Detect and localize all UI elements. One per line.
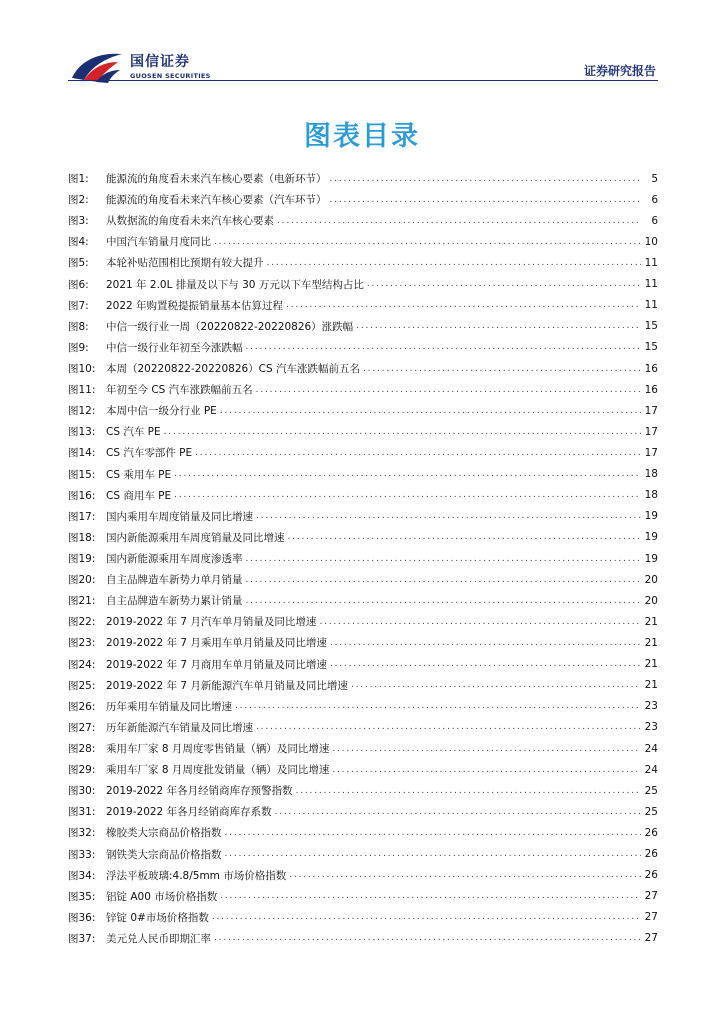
toc-entry-page-number[interactable]: 23 xyxy=(644,700,658,713)
toc-entry-label: 图11: xyxy=(68,384,96,397)
toc-entry[interactable] xyxy=(68,844,658,865)
toc-dot-leader xyxy=(214,237,641,247)
toc-entry-title[interactable]: 历年乘用车销量及同比增速 xyxy=(106,700,232,713)
toc-entry[interactable] xyxy=(68,358,658,379)
toc-entry[interactable] xyxy=(68,590,658,611)
toc-entry-title[interactable]: 浮法平板玻璃:4.8/5mm 市场价格指数 xyxy=(106,869,287,882)
toc-entry-label: 图7: xyxy=(68,299,89,312)
toc-entry-label: 图12: xyxy=(68,405,96,418)
toc-entry-title[interactable]: 年初至今 CS 汽车涨跌幅前五名 xyxy=(106,384,253,397)
toc-entry-title[interactable]: 本轮补贴范围相比预期有较大提升 xyxy=(106,257,264,270)
toc-dot-leader xyxy=(286,300,641,310)
logo-chinese-text: 国信证券 xyxy=(130,54,190,70)
toc-entry-title[interactable]: 中信一级行业一周（20220822-20220826）涨跌幅 xyxy=(106,320,354,333)
toc-entry[interactable] xyxy=(68,379,658,400)
toc-entry-title[interactable]: 能源流的角度看未来汽车核心要素（汽车环节） xyxy=(106,194,327,207)
toc-entry-page-number[interactable]: 23 xyxy=(644,721,658,734)
toc-entry-page-number[interactable]: 19 xyxy=(644,531,658,544)
toc-entry-label: 图27: xyxy=(68,721,96,734)
toc-entry-page-number[interactable]: 24 xyxy=(644,763,658,776)
company-logo xyxy=(70,50,210,84)
toc-entry-title[interactable]: 钢铁类大宗商品价格指数 xyxy=(106,848,222,861)
toc-entry-page-number[interactable]: 6 xyxy=(651,214,658,227)
toc-entry-title[interactable]: 中信一级行业年初至今涨跌幅 xyxy=(106,341,243,354)
toc-entry-label: 图33: xyxy=(68,848,96,861)
toc-entry-page-number[interactable]: 21 xyxy=(644,615,658,628)
toc-entry[interactable] xyxy=(68,274,658,295)
header-divider xyxy=(68,80,658,81)
toc-entry-title[interactable]: 2019-2022 年各月经销商库存系数 xyxy=(106,806,272,819)
toc-dot-leader xyxy=(289,870,641,880)
toc-entry-page-number[interactable]: 19 xyxy=(644,552,658,565)
toc-entry-label: 图2: xyxy=(68,194,89,207)
toc-entry-page-number[interactable]: 16 xyxy=(644,362,658,375)
toc-entry[interactable] xyxy=(68,696,658,717)
toc-entry[interactable] xyxy=(68,506,658,527)
toc-entry-label: 图16: xyxy=(68,489,96,502)
toc-entry-label: 图4: xyxy=(68,236,89,249)
toc-dot-leader xyxy=(225,828,642,838)
toc-dot-leader xyxy=(220,406,641,416)
toc-entry-label: 图25: xyxy=(68,679,96,692)
toc-entry-label: 图26: xyxy=(68,700,96,713)
toc-entry[interactable] xyxy=(68,316,658,337)
toc-entry-label: 图24: xyxy=(68,658,96,671)
toc-entry-page-number[interactable]: 5 xyxy=(651,172,658,185)
toc-entry-title[interactable]: 本周中信一级分行业 PE xyxy=(106,405,217,418)
toc-entry-label: 图6: xyxy=(68,278,89,291)
guosen-logo-icon xyxy=(70,50,126,84)
toc-entry-title[interactable]: 2019-2022 年 7 月新能源汽车单月销量及同比增速 xyxy=(106,679,348,692)
toc-entry[interactable] xyxy=(68,886,658,907)
toc-entry-label: 图23: xyxy=(68,637,96,650)
toc-entry-label: 图28: xyxy=(68,743,96,755)
toc-entry-label: 图29: xyxy=(68,764,96,777)
document-type: 证券研究报告 xyxy=(583,64,656,78)
toc-entry-page-number[interactable]: 11 xyxy=(644,278,658,291)
toc-entry-page-number[interactable]: 16 xyxy=(644,383,658,396)
toc-entry-page-number[interactable]: 11 xyxy=(644,256,658,269)
toc-dot-leader xyxy=(246,342,642,352)
toc-entry-page-number[interactable]: 6 xyxy=(651,193,658,206)
toc-entry-page-number[interactable]: 26 xyxy=(644,869,658,882)
toc-entry-label: 图18: xyxy=(68,531,96,544)
toc-dot-leader xyxy=(246,575,642,585)
toc-entry-label: 图17: xyxy=(68,510,96,523)
toc-dot-leader xyxy=(363,364,641,374)
toc-entry-title[interactable]: 历年新能源汽车销量及同比增速 xyxy=(106,721,253,734)
toc-entry[interactable] xyxy=(68,780,658,801)
toc-dot-leader xyxy=(351,680,641,690)
toc-entry-title[interactable]: 乘用车厂家 8 月周度批发销量（辆）及同比增速 xyxy=(106,764,330,777)
toc-dot-leader xyxy=(267,258,642,268)
toc-dot-leader xyxy=(164,427,641,437)
toc-entry-title[interactable]: 国内新能源乘用车周度渗透率 xyxy=(106,553,243,566)
toc-entry-page-number[interactable]: 27 xyxy=(644,932,658,945)
toc-entry-label: 图5: xyxy=(68,257,89,270)
toc-entry-label: 图32: xyxy=(68,827,96,840)
toc-entry-label: 图34: xyxy=(68,869,96,882)
toc-entry-page-number[interactable]: 11 xyxy=(644,299,658,312)
toc-entry[interactable] xyxy=(68,569,658,590)
toc-entry[interactable] xyxy=(68,865,658,886)
toc-dot-leader xyxy=(246,554,642,564)
toc-entry-title[interactable]: 自主品牌造车新势力单月销量 xyxy=(106,574,243,587)
toc-dot-leader xyxy=(256,385,641,395)
toc-entry[interactable] xyxy=(68,527,658,548)
toc-entry[interactable] xyxy=(68,337,658,358)
toc-dot-leader xyxy=(246,596,642,606)
toc-entry[interactable] xyxy=(68,801,658,822)
toc-dot-leader xyxy=(330,659,641,669)
toc-entry[interactable] xyxy=(68,928,658,949)
toc-entry-label: 图10: xyxy=(68,363,96,376)
toc-dot-leader xyxy=(275,807,641,817)
toc-entry-label: 图36: xyxy=(68,911,96,924)
toc-entry-title[interactable]: 2019-2022 年 7 月商用车单月销量及同比增速 xyxy=(106,658,327,671)
toc-dot-leader xyxy=(296,786,641,796)
toc-dot-leader xyxy=(332,744,641,754)
toc-entry-title[interactable]: 国内乘用车周度销量及同比增速 xyxy=(106,510,253,523)
toc-entry-title[interactable]: 从数据流的角度看未来汽车核心要素 xyxy=(106,215,274,228)
toc-entry[interactable] xyxy=(68,611,658,632)
toc-entry-title[interactable]: 2019-2022 年各月经销商库存预警指数 xyxy=(106,785,293,798)
toc-dot-leader xyxy=(256,722,641,732)
toc-entry-title[interactable]: CS 汽车 PE xyxy=(106,426,161,439)
toc-entry-title[interactable]: 美元兑人民币即期汇率 xyxy=(106,932,211,945)
toc-entry-label: 图13: xyxy=(68,426,96,439)
toc-entry[interactable] xyxy=(68,907,658,928)
toc-entry-title[interactable]: 铝锭 A00 市场价格指数 xyxy=(106,890,218,903)
toc-dot-leader xyxy=(212,912,641,922)
toc-entry-label: 图9: xyxy=(68,341,89,354)
toc-entry-page-number[interactable]: 21 xyxy=(644,679,658,692)
toc-entry[interactable] xyxy=(68,548,658,569)
toc-entry-page-number[interactable]: 25 xyxy=(644,805,658,818)
toc-entry-page-number[interactable]: 18 xyxy=(644,468,658,481)
toc-entry-label: 图22: xyxy=(68,616,96,629)
toc-entry-title[interactable]: CS 商用车 PE xyxy=(106,489,172,502)
toc-entry[interactable] xyxy=(68,295,658,316)
toc-entry[interactable] xyxy=(68,717,658,738)
toc-entry-page-number[interactable]: 17 xyxy=(644,446,658,459)
toc-entry-page-number[interactable]: 26 xyxy=(644,826,658,839)
toc-entry[interactable] xyxy=(68,675,658,696)
toc-entry-label: 图1: xyxy=(68,173,89,186)
toc-entry-title[interactable]: 自主品牌造车新势力累计销量 xyxy=(106,595,243,608)
toc-entry[interactable] xyxy=(68,759,658,780)
toc-entry-label: 图31: xyxy=(68,806,96,819)
toc-dot-leader xyxy=(332,765,641,775)
toc-dot-leader xyxy=(367,279,641,289)
toc-dot-leader xyxy=(356,321,641,331)
toc-entry-label: 图20: xyxy=(68,574,96,587)
toc-dot-leader xyxy=(330,174,642,184)
toc-entry-page-number[interactable]: 24 xyxy=(644,742,658,755)
toc-entry-page-number[interactable]: 21 xyxy=(644,636,658,649)
toc-dot-leader xyxy=(319,617,641,627)
toc-entry[interactable] xyxy=(68,485,658,506)
toc-entry-title[interactable]: 2019-2022 年 7 月汽车单月销量及同比增速 xyxy=(106,616,317,629)
toc-dot-leader xyxy=(225,849,642,859)
toc-entry[interactable] xyxy=(68,231,658,252)
toc-entry[interactable] xyxy=(68,654,658,675)
toc-entry-page-number[interactable]: 17 xyxy=(644,425,658,438)
toc-entry-page-number[interactable]: 26 xyxy=(644,848,658,861)
toc-entry-page-number[interactable]: 10 xyxy=(644,235,658,248)
toc-entry-label: 图14: xyxy=(68,447,96,460)
toc-entry[interactable] xyxy=(68,822,658,843)
toc-entry-page-number[interactable]: 20 xyxy=(644,573,658,586)
toc-dot-leader xyxy=(330,195,642,205)
toc-entry-page-number[interactable]: 27 xyxy=(644,911,658,924)
toc-entry-title[interactable]: 2021 年 2.0L 排量及以下与 30 万元以下车型结构占比 xyxy=(106,278,364,291)
toc-entry-label: 图15: xyxy=(68,468,96,481)
page-title: 图表目录 xyxy=(304,121,420,152)
toc-dot-leader xyxy=(235,701,641,711)
toc-entry[interactable] xyxy=(68,252,658,273)
toc-entry-title[interactable]: 锌锭 0#市场价格指数 xyxy=(106,911,209,924)
toc-dot-leader xyxy=(288,532,642,542)
toc-entry-page-number[interactable]: 17 xyxy=(644,404,658,417)
toc-entry-title[interactable]: 能源流的角度看未来汽车核心要素（电新环节） xyxy=(106,173,327,186)
toc-entry[interactable] xyxy=(68,168,658,189)
toc-dot-leader xyxy=(195,448,641,458)
toc-entry-page-number[interactable]: 25 xyxy=(644,784,658,797)
toc-entry[interactable] xyxy=(68,464,658,485)
toc-entry[interactable] xyxy=(68,632,658,653)
toc-entry-title[interactable]: 橡胶类大宗商品价格指数 xyxy=(106,827,222,840)
toc-entry-title[interactable]: 2022 年购置税提振销量基本估算过程 xyxy=(106,299,284,312)
toc-entry[interactable] xyxy=(68,738,658,759)
toc-entry-label: 图19: xyxy=(68,553,96,566)
toc-entry-page-number[interactable]: 15 xyxy=(644,341,658,354)
toc-entry-title[interactable]: CS 汽车零部件 PE xyxy=(106,447,193,460)
toc-dot-leader xyxy=(277,216,641,226)
toc-entry-label: 图3: xyxy=(68,215,89,228)
toc-dot-leader xyxy=(330,638,641,648)
toc-dot-leader xyxy=(220,891,641,901)
toc-entry-label: 图21: xyxy=(68,595,96,608)
toc-entry-page-number[interactable]: 18 xyxy=(644,489,658,502)
toc-entry-page-number[interactable]: 21 xyxy=(644,658,658,671)
toc-entry[interactable] xyxy=(68,421,658,442)
toc-entry[interactable] xyxy=(68,400,658,421)
toc-entry-page-number[interactable]: 15 xyxy=(644,320,658,333)
toc-entry-title[interactable]: 2019-2022 年 7 月乘用车单月销量及同比增速 xyxy=(106,637,327,650)
toc-entry-title[interactable]: 国内新能源乘用车周度销量及同比增速 xyxy=(106,531,285,544)
toc-entry[interactable] xyxy=(68,442,658,463)
toc-dot-leader xyxy=(174,490,641,500)
toc-entry-title[interactable]: 本周（20220822-20220826）CS 汽车涨跌幅前五名 xyxy=(106,363,361,376)
toc-entry-label: 图37: xyxy=(68,932,96,945)
toc-entry-page-number[interactable]: 27 xyxy=(644,890,658,903)
toc-entry-label: 图30: xyxy=(68,785,96,798)
toc-dot-leader xyxy=(214,933,641,943)
toc-entry-title[interactable]: CS 乘用车 PE xyxy=(106,468,172,481)
toc-dot-leader xyxy=(174,469,641,479)
toc-entry-title[interactable]: 中国汽车销量月度同比 xyxy=(106,236,211,249)
figure-table-of-contents xyxy=(68,168,658,949)
toc-entry-page-number[interactable]: 19 xyxy=(644,510,658,523)
toc-entry[interactable] xyxy=(68,189,658,210)
toc-entry[interactable] xyxy=(68,210,658,231)
toc-entry-page-number[interactable]: 20 xyxy=(644,594,658,607)
toc-entry-label: 图35: xyxy=(68,890,96,903)
toc-entry-label: 图8: xyxy=(68,320,89,333)
logo-english-text: GUOSEN SECURITIES xyxy=(130,72,211,80)
toc-dot-leader xyxy=(256,511,641,521)
page-header xyxy=(0,0,724,90)
toc-entry-title[interactable]: 乘用车厂家 8 月周度零售销量（辆）及同比增速 xyxy=(106,743,330,755)
